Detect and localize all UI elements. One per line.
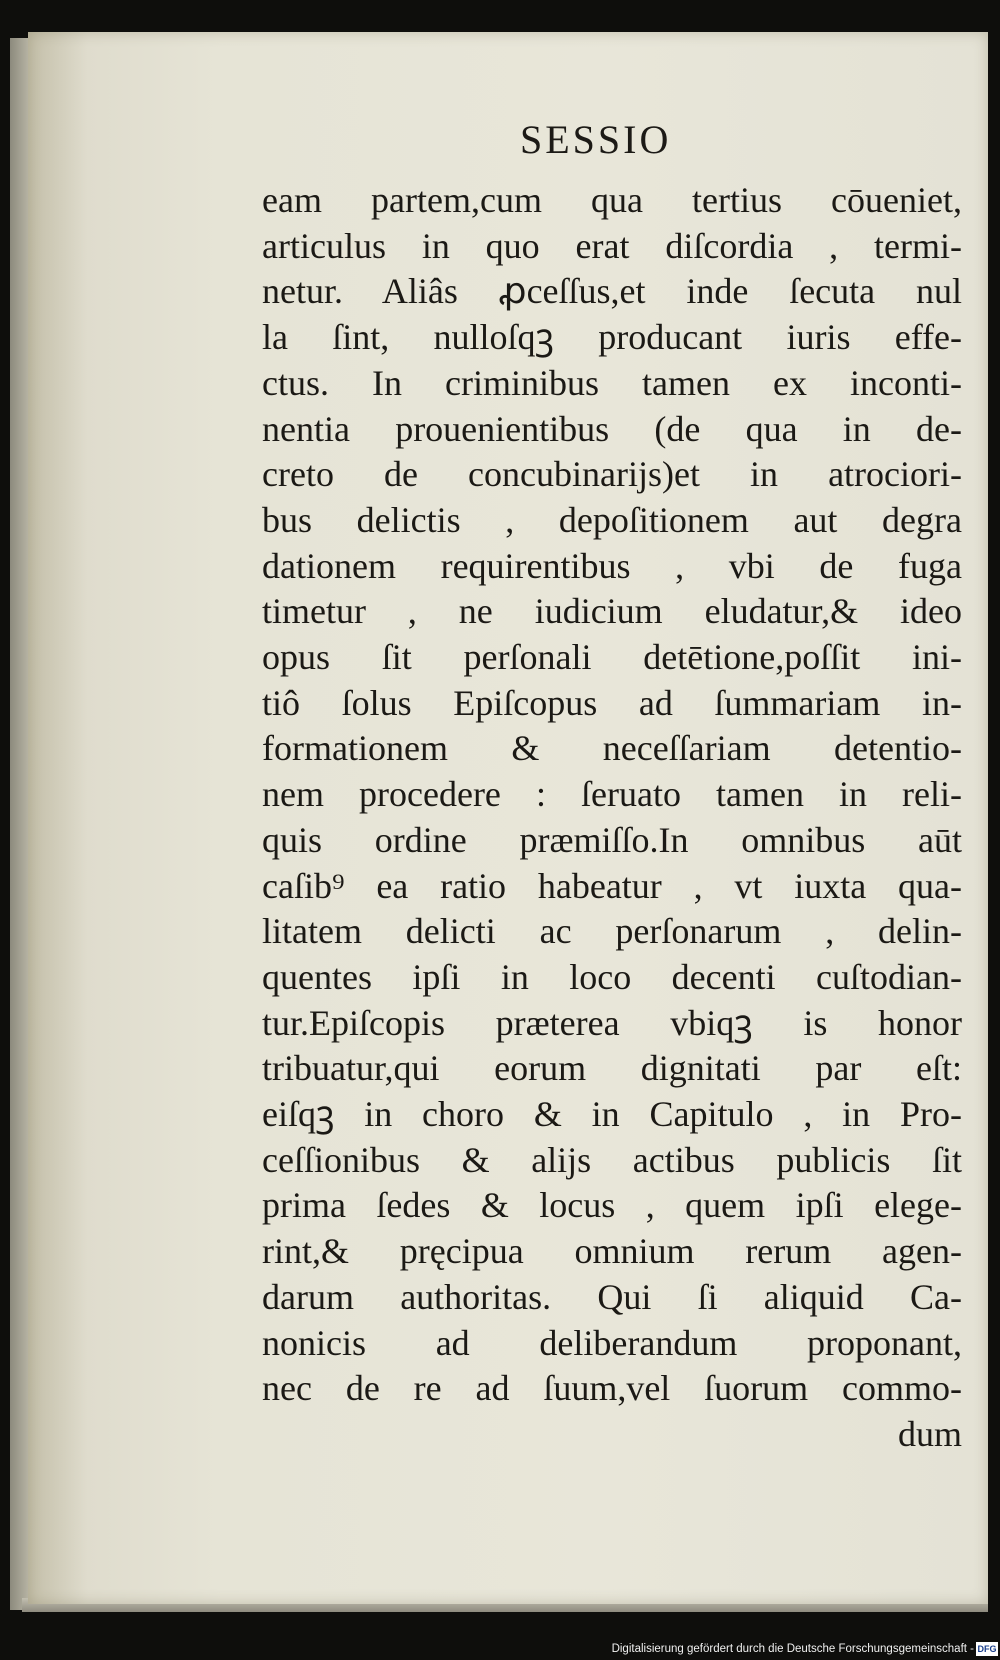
text-line: nonicis ad deliberandum proponant, <box>262 1322 962 1363</box>
text-line: timetur , ne iudicium eludatur,& ideo <box>262 591 962 632</box>
text-line: tiô ſolus Epiſcopus ad ſummariam in- <box>262 682 962 723</box>
catchword: dum <box>897 1413 962 1454</box>
text-line: netur. Aliâs ꝓceſſus,et inde ſecuta nul <box>262 271 962 312</box>
text-line: la ſint, nulloſqꝫ producant iuris effe- <box>262 317 962 358</box>
text-line: litatem delicti ac perſonarum , delin- <box>262 911 962 952</box>
text-line: opus ſit perſonali detētione,poſſit ini- <box>262 637 962 678</box>
text-line: eam partem,cum qua tertius cōueniet, <box>262 180 962 220</box>
digitization-credit: Digitalisierung gefördert durch die Deutsche Forschungsgemeinschaft - <box>611 1643 974 1655</box>
text-block <box>262 178 962 1458</box>
text-line: ctus. In criminibus tamen ex inconti- <box>262 362 962 403</box>
text-line: nentia prouenientibus (de qua in de- <box>262 408 962 449</box>
dfg-logo: DFG <box>977 1644 997 1654</box>
text-line: rint,& pręcipua omnium rerum agen- <box>262 1231 962 1272</box>
page-gutter-shadow <box>28 32 88 1604</box>
text-line: nem procedere : ſeruato tamen in reli- <box>262 774 962 815</box>
text-line: quis ordine præmiſſo.In omnibus aūt <box>262 819 962 860</box>
text-line: creto de concubinarijs)et in atrociori- <box>262 454 962 495</box>
text-line: dationem requirentibus , vbi de fuga <box>262 545 962 586</box>
text-line: caſib⁹ ea ratio habeatur , vt iuxta qua- <box>262 865 962 906</box>
text-line: tur.Epiſcopis præterea vbiqꝫ is honor <box>262 1002 962 1043</box>
text-line: prima ſedes & locus , quem ipſi elege- <box>262 1185 962 1226</box>
text-line: quentes ipſi in loco decenti cuſtodian- <box>262 956 962 997</box>
text-line: tribuatur,qui eorum dignitati par eſt: <box>262 1048 962 1089</box>
text-line: nec de re ad ſuum,vel ſuorum commo- <box>262 1368 962 1409</box>
text-line: bus delictis , depoſitionem aut degra <box>262 499 962 540</box>
text-line: darum authoritas. Qui ſi aliquid Ca- <box>262 1276 962 1317</box>
text-line: ceſſionibus & alijs actibus publicis ſit <box>262 1139 962 1180</box>
running-head: SESSIO <box>520 117 672 162</box>
text-line: formationem & neceſſariam detentio- <box>262 728 962 769</box>
text-line: articulus in quo erat diſcordia , termi- <box>262 225 962 266</box>
text-line: eiſqꝫ in choro & in Capitulo , in Pro- <box>262 1094 962 1135</box>
